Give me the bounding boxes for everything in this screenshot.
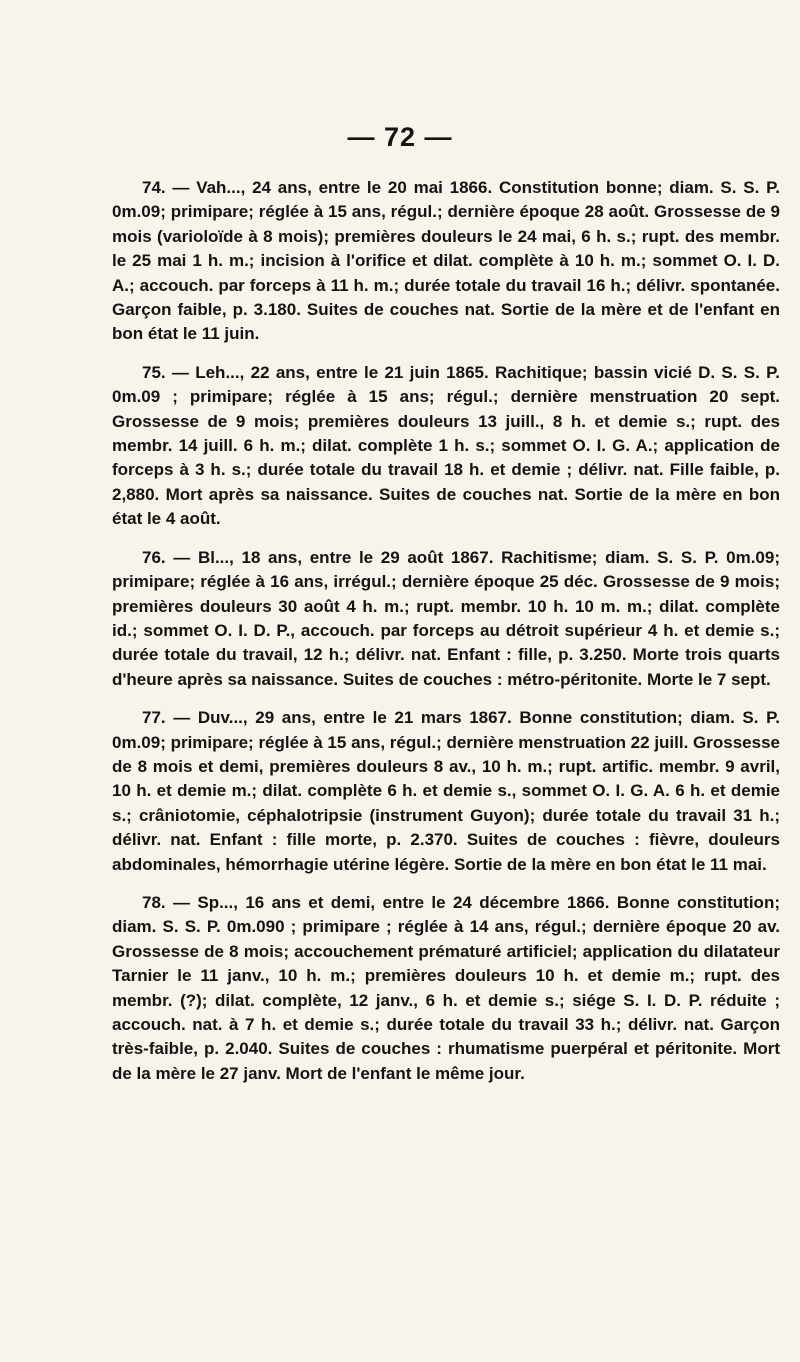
case-entry-74: 74. — Vah..., 24 ans, entre le 20 mai 1866. Constitution bonne; diam. S. S. P. 0m.09; primipare; réglée à 15 ans, régul.; dernière époque 28 août. Grossesse de 9 mois (varioloïde à 8 mois); premières douleurs le 24 mai, 6 h. s.; rupt. des membr. le 25 mai 1 h. m.; incision à l'orifice et dilat. complète à 10 h. m.; sommet O. I. D. A.; accouch. par forceps à 11 h. m.; durée totale du travail 16 h.; délivr. spontanée. Garçon faible, p. 3.180. Suites de couches nat. Sortie de la mère et de l'enfant en bon état le 11 juin. (112, 178, 780, 344)
case-entries (112, 176, 780, 1100)
page-number: — 72 — (347, 122, 453, 152)
case-entry-78: 78. — Sp..., 16 ans et demi, entre le 24 décembre 1866. Bonne constitution; diam. S. S. P. 0m.090 ; primipare ; réglée à 14 ans, régul.; dernière époque 20 av. Grossesse de 8 mois; accouchement prématuré artificiel; application du dilatateur Tarnier le 11 janv., 10 h. m.; premières douleurs 10 h. et demie m.; rupt. des membr. (?); dilat. complète, 12 janv., 6 h. et demie s.; siége S. I. D. P. réduite ; accouch. nat. à 7 h. et demie s.; durée totale du travail 33 h.; délivr. nat. Garçon très-faible, p. 2.040. Suites de couches : rhumatisme puerpéral et péritonite. Mort de la mère le 27 janv. Mort de l'enfant le même jour. (112, 892, 780, 1083)
case-entry-76: 76. — Bl..., 18 ans, entre le 29 août 1867. Rachitisme; diam. S. S. P. 0m.09; primipare; réglée à 16 ans, irrégul.; dernière époque 25 déc. Grossesse de 9 mois; premières douleurs 30 août 4 h. m.; rupt. membr. 10 h. 10 m. m.; dilat. complète id.; sommet O. I. D. P., accouch. par forceps au détroit supérieur 4 h. et demie s.; durée totale du travail, 12 h.; délivr. nat. Enfant : fille, p. 3.250. Morte trois quarts d'heure après sa naissance. Suites de couches : métro-péritonite. Morte le 7 sept. (112, 547, 780, 689)
case-entry-77: 77. — Duv..., 29 ans, entre le 21 mars 1867. Bonne constitution; diam. S. P. 0m.09; primipare; réglée à 15 ans, régul.; dernière menstruation 22 juill. Grossesse de 8 mois et demi, premières douleurs 8 av., 10 h. m.; rupt. artific. membr. 9 avril, 10 h. et demie m.; dilat. complète 6 h. et demie s., sommet O. I. G. A. 6 h. et demie s.; crâniotomie, céphalotripsie (instrument Guyon); durée totale du travail 31 h.; délivr. nat. Enfant : fille morte, p. 2.370. Suites de couches : fièvre, douleurs abdominales, hémorrhagie utérine légère. Sortie de la mère en bon état le 11 mai. (112, 708, 780, 874)
case-entry-75: 75. — Leh..., 22 ans, entre le 21 juin 1865. Rachitique; bassin vicié D. S. S. P. 0m.09 ; primipare; réglée à 15 ans; régul.; dernière menstruation 20 sept. Grossesse de 9 mois; premières douleurs 13 juill., 8 h. et demie s.; rupt. des membr. 14 juill. 6 h. m.; dilat. complète 1 h. s.; sommet O. I. G. A.; application de forceps à 3 h. s.; durée totale du travail 18 h. et demie ; délivr. nat. Fille faible, p. 2,880. Mort après sa naissance. Suites de couches nat. Sortie de la mère en bon état le 4 août. (112, 362, 780, 529)
